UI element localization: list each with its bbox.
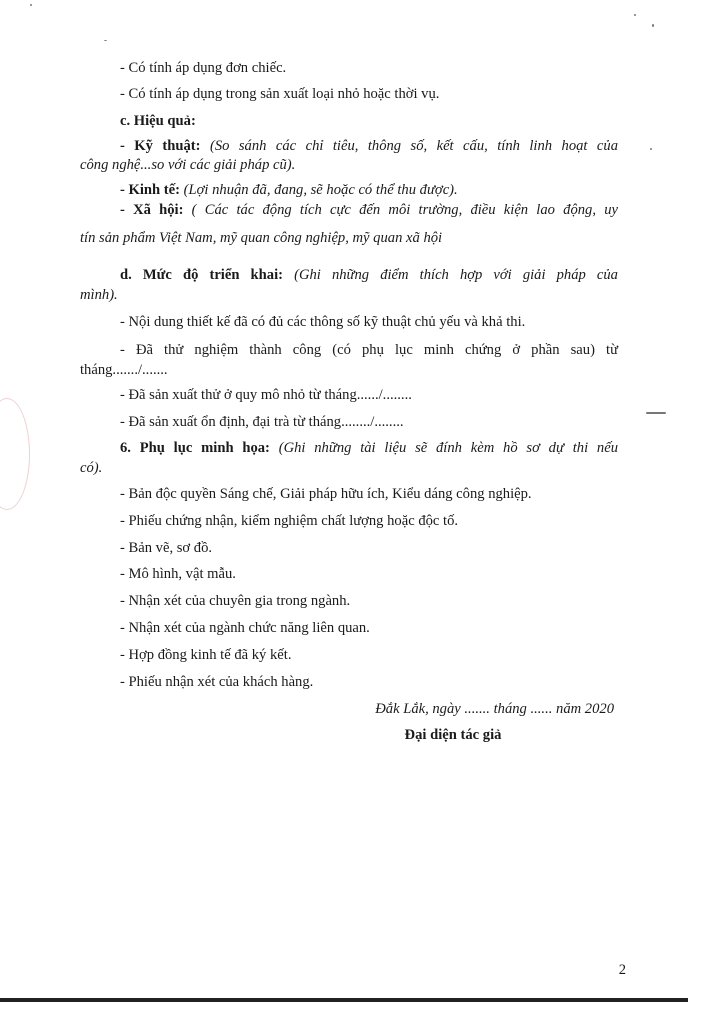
heading-efficiency: c. Hiệu quả:: [120, 113, 196, 129]
appendix-item: - Bản độc quyền Sáng chế, Giải pháp hữu ích, Kiểu dáng công nghiệp.: [120, 486, 532, 502]
line-small-scale-use: - Có tính áp dụng trong sản xuất loại nhỏ hoặc thời vụ.: [120, 86, 440, 102]
technical-label: - Kỹ thuật:: [120, 138, 201, 154]
appendix-note-2: có).: [80, 460, 103, 476]
appendix-item: - Nhận xét của chuyên gia trong ngành.: [120, 593, 351, 609]
technical-line-2: công nghệ...so với các giải pháp cũ).: [80, 157, 296, 173]
appendix-item: - Nhận xét của ngành chức năng liên quan.: [120, 620, 370, 636]
bottom-rule: [0, 998, 688, 1002]
appendix-line-1: [120, 438, 618, 458]
deployment-line-1: [120, 265, 618, 285]
appendix-note-1: (Ghi những tài liệu sẽ đính kèm hồ sơ dự thi nếu: [278, 440, 618, 456]
appendix-item: - Mô hình, vật mẫu.: [120, 566, 236, 582]
deployment-item-tested-month: tháng......./.......: [80, 362, 168, 378]
economic-label: - Kinh tế:: [120, 182, 180, 198]
deployment-note-2: mình).: [80, 287, 118, 303]
appendix-item: - Phiếu chứng nhận, kiểm nghiệm chất lượng hoặc độc tố.: [120, 513, 459, 529]
signature-title: Đại diện tác giả: [404, 727, 502, 743]
appendix-item: - Phiếu nhận xét của khách hàng.: [120, 674, 314, 690]
deployment-item-tested: - Đã thử nghiệm thành công (có phụ lục minh chứng ở phần sau) từ: [120, 342, 618, 358]
deployment-item-trial: - Đã sản xuất thử ở quy mô nhỏ từ tháng....../........: [120, 387, 412, 403]
social-line-1: [120, 200, 618, 220]
technical-line-1: [120, 136, 618, 156]
technical-text-1: (So sánh các chỉ tiêu, thông số, kết cấu, tính linh hoạt của: [209, 138, 618, 154]
deployment-item-design: - Nội dung thiết kế đã có đủ các thông số kỹ thuật chủ yếu và khả thi.: [120, 314, 526, 330]
social-label: - Xã hội:: [120, 202, 184, 218]
social-text-1: ( Các tác động tích cực đến môi trường, điều kiện lao động, uy: [191, 202, 618, 218]
social-line-2: tín sản phẩm Việt Nam, mỹ quan công nghiệp, mỹ quan xã hội: [80, 230, 443, 246]
deployment-note-1: (Ghi những điểm thích hợp với giải pháp của: [294, 267, 618, 283]
line-single-use: - Có tính áp dụng đơn chiếc.: [120, 60, 287, 76]
appendix-item: - Bản vẽ, sơ đồ.: [120, 540, 213, 556]
economic-text: (Lợi nhuận đã, đang, sẽ hoặc có thể thu được).: [183, 182, 458, 198]
deployment-heading: d. Mức độ triển khai:: [120, 267, 283, 283]
page-number: 2: [618, 962, 626, 978]
deployment-item-stable: - Đã sản xuất ổn định, đại trà từ tháng......../........: [120, 414, 404, 430]
economic-line: [120, 180, 458, 200]
appendix-heading: 6. Phụ lục minh họa:: [120, 440, 270, 456]
date-line: Đắk Lắk, ngày ....... tháng ...... năm 2020: [375, 701, 614, 717]
appendix-item: - Hợp đồng kinh tế đã ký kết.: [120, 647, 292, 663]
